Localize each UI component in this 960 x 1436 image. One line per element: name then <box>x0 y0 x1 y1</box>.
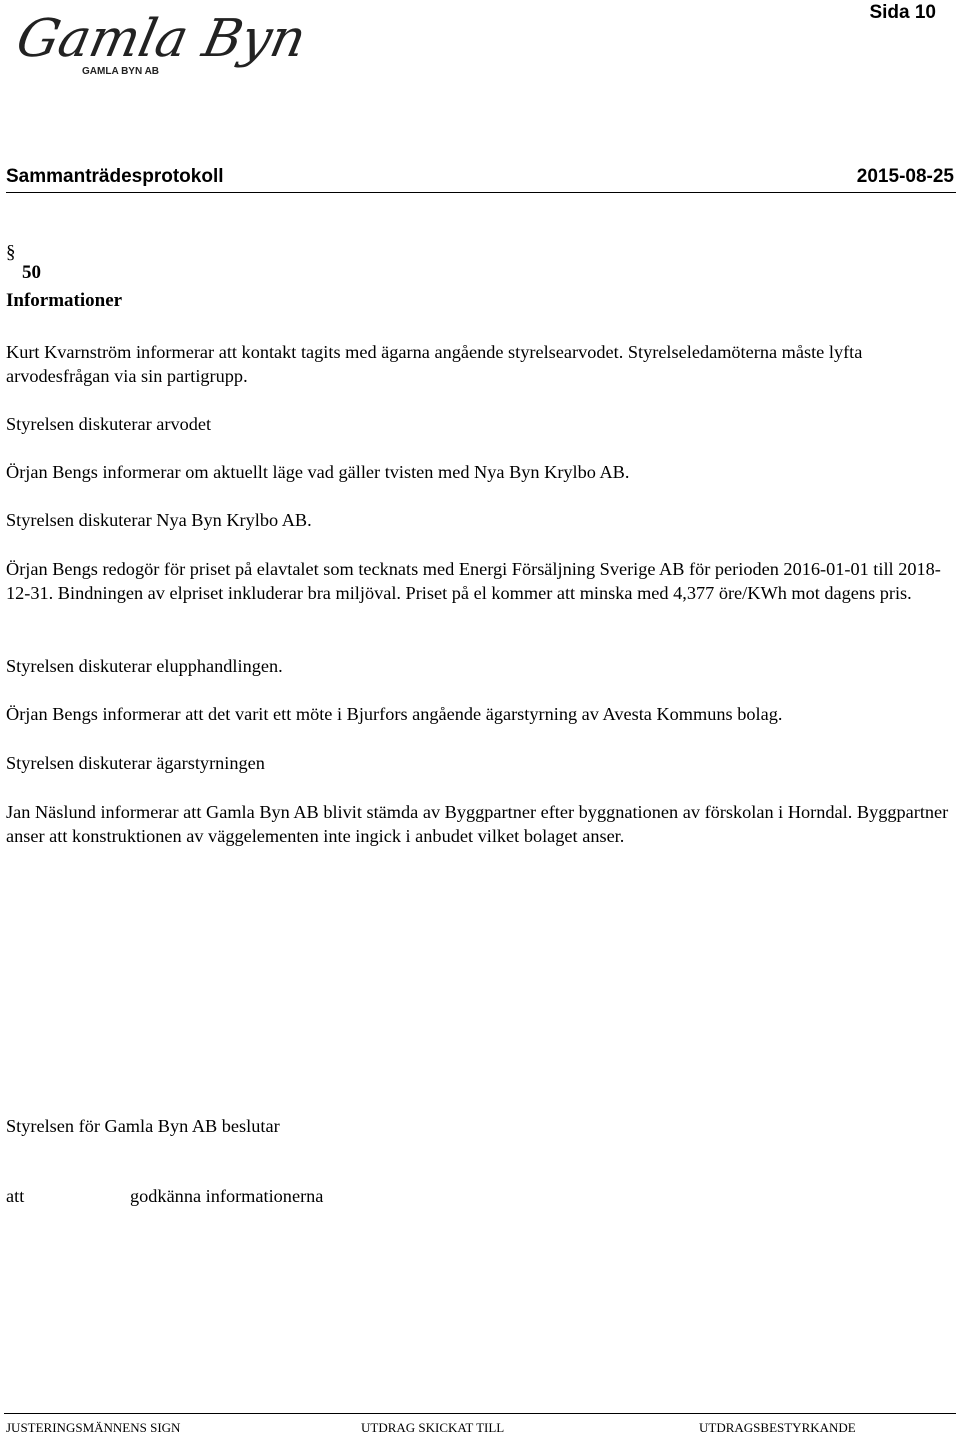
paragraph-2: Styrelsen diskuterar arvodet <box>6 414 212 434</box>
paragraph-6: Styrelsen diskuterar elupphandlingen. <box>6 656 283 676</box>
decision-intro: Styrelsen för Gamla Byn AB beslutar <box>6 1116 280 1136</box>
paragraph-5: Örjan Bengs redogör för priset på elavtalet som tecknats med Energi Försäljning Sverige AB för perioden 2016-01-01 till 2018-12-31. Bindningen av elpriset inkluderar bra miljöval. Priset på el kommer att minska med 4,377 öre/KWh mot dagens pris. <box>6 559 941 603</box>
logo-script: Gamla Byn <box>11 8 312 69</box>
section-number-value: 50 <box>22 262 41 283</box>
document-header <box>6 166 956 193</box>
section-number <box>6 242 41 284</box>
footer-extract-sent: UTDRAG SKICKAT TILL <box>361 1420 505 1435</box>
paragraph-7: Örjan Bengs informerar att det varit ett möte i Bjurfors angående ägarstyrning av Avesta Kommuns bolag. <box>6 704 783 724</box>
footer-adjusters-sign: JUSTERINGSMÄNNENS SIGN <box>6 1420 181 1435</box>
section-heading: Informationer <box>6 290 123 311</box>
decision-att: att <box>6 1186 25 1206</box>
gamla-byn-logo-mark <box>11 0 312 82</box>
paragraph-8: Styrelsen diskuterar ägarstyrningen <box>6 753 265 773</box>
paragraph-1: Kurt Kvarnström informerar att kontakt tagits med ägarna angående styrelsearvodet. Styrelseledamöterna måste lyfta arvodesfrågan via sin partigrupp. <box>6 342 863 386</box>
meeting-date: 2015-08-25 <box>856 166 954 187</box>
signature-footer <box>4 1413 956 1434</box>
company-logo <box>11 0 312 82</box>
section-symbol: § <box>6 242 16 263</box>
footer-extract-certified: UTDRAGSBESTYRKANDE <box>699 1420 856 1435</box>
paragraph-4: Styrelsen diskuterar Nya Byn Krylbo AB. <box>6 510 312 530</box>
decision-text: godkänna informationerna <box>130 1186 324 1206</box>
paragraph-9: Jan Näslund informerar att Gamla Byn AB blivit stämda av Byggpartner efter byggnationen av förskolan i Horndal. Byggpartner anser att konstruktionen av väggelementen inte ingick i anbudet vilket bolaget anser. <box>6 802 949 846</box>
document-title: Sammanträdesprotokoll <box>6 166 224 187</box>
logo-subtext: GAMLA BYN AB <box>82 66 160 77</box>
page-number: Sida 10 <box>869 2 936 23</box>
paragraph-3: Örjan Bengs informerar om aktuellt läge vad gäller tvisten med Nya Byn Krylbo AB. <box>6 462 630 482</box>
